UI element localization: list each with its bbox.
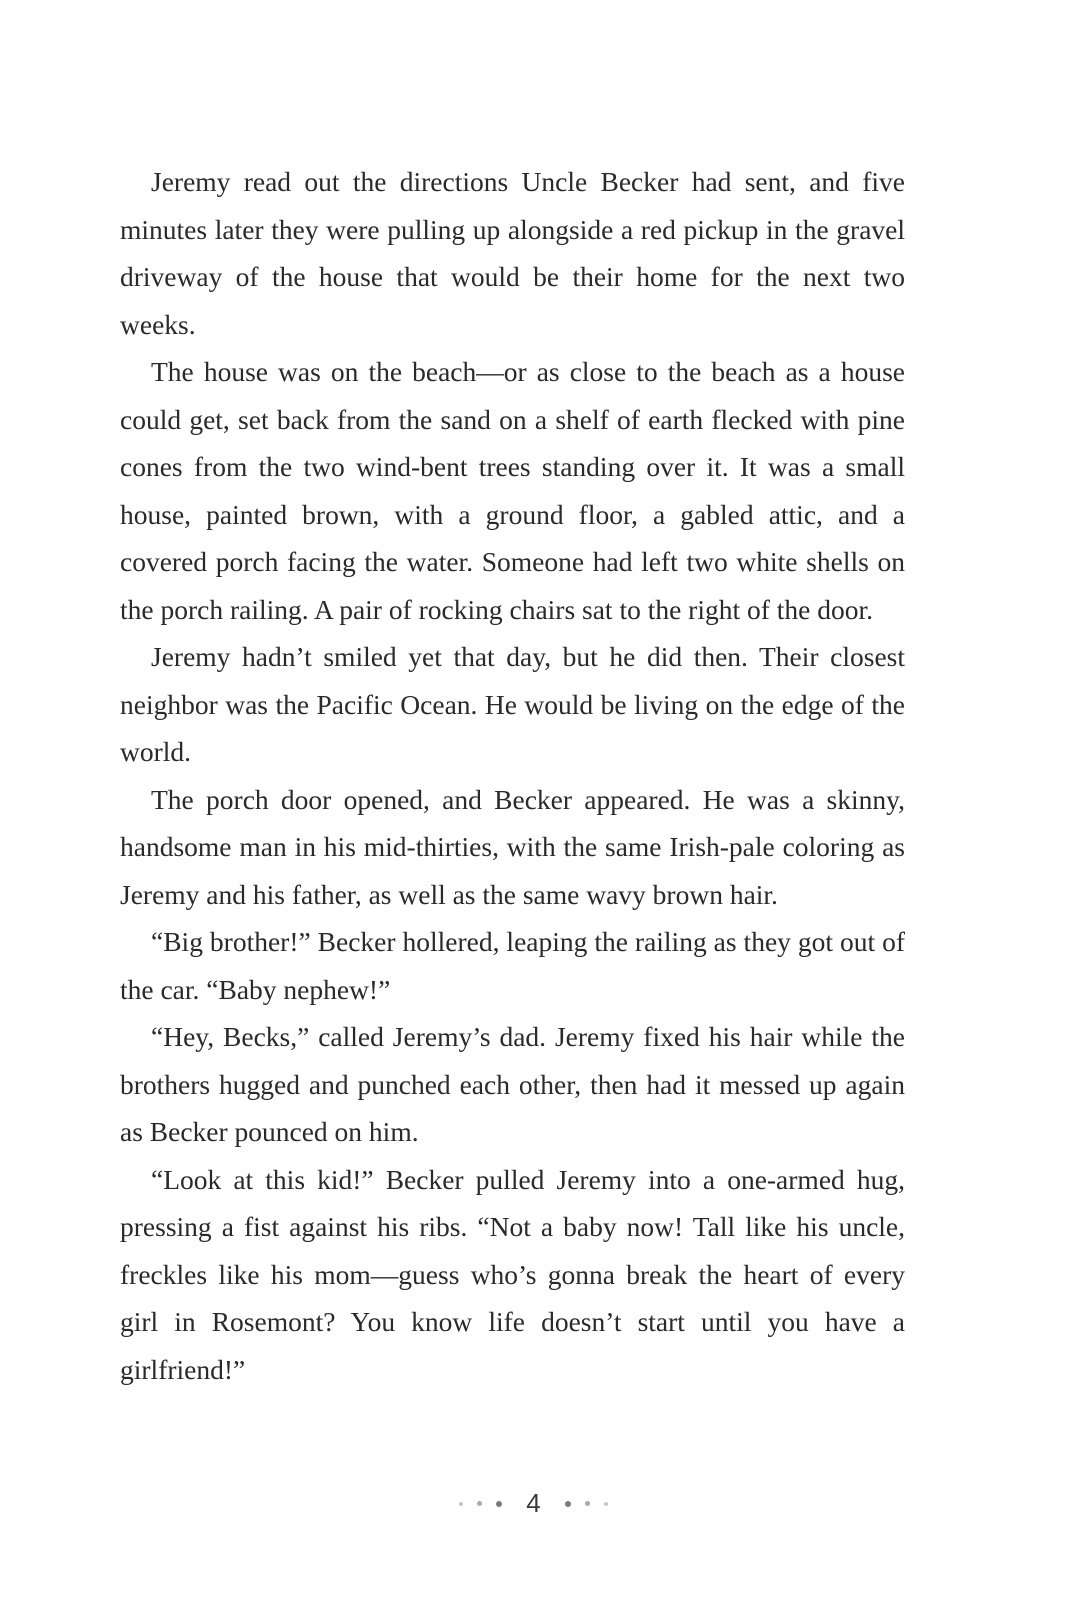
paragraph-5: “Big brother!” Becker hollered, leaping the railing as they got out of the car. “Baby nephew!” xyxy=(120,926,905,1005)
paragraph-3: Jeremy hadn’t smiled yet that day, but he did then. Their closest neighbor was the Pacific Ocean. He would be living on the edge of the world. xyxy=(120,641,905,767)
ornament-dot xyxy=(604,1502,608,1506)
paragraph-2: The house was on the beach—or as close to the beach as a house could get, set back from the sand on a shelf of earth flecked with pine cones from the two wind-bent trees standing over it. It was a small house, painted brown, with a ground floor, a gabled attic, and a covered porch facing the water. Someone had left two white shells on the porch railing. A pair of rocking chairs sat to the right of the door. xyxy=(120,356,905,625)
paragraph-4: The porch door opened, and Becker appeared. He was a skinny, handsome man in his mid-thirties, with the same Irish-pale coloring as Jeremy and his father, as well as the same wavy brown hair. xyxy=(120,783,905,910)
ornament-dot xyxy=(565,1501,571,1507)
ornament-dot xyxy=(477,1501,482,1506)
page-number: 4 xyxy=(526,1488,541,1518)
paragraph-7: “Look at this kid!” Becker pulled Jeremy into a one-armed hug, pressing a fist against his ribs. “Not a baby now! Tall like his uncle, freckles like his mom—guess who’s gonna break the heart of every girl in Rosemont? You know life doesn’t start until you have a girlfriend!” xyxy=(120,1163,905,1385)
ornament-dot xyxy=(459,1502,463,1506)
paragraph-6: “Hey, Becks,” called Jeremy’s dad. Jeremy fixed his hair while the brothers hugged and punched each other, then had it messed up again as Becker pounced on him. xyxy=(120,1021,905,1147)
page-footer xyxy=(0,1488,1067,1519)
ornament-dot xyxy=(496,1501,502,1507)
page-body xyxy=(120,158,905,1393)
paragraph-1: Jeremy read out the directions Uncle Becker had sent, and five minutes later they were pulling up alongside a red pickup in the gravel driveway of the house that would be their home for the next two weeks. xyxy=(120,166,905,340)
ornament-dot xyxy=(585,1501,590,1506)
